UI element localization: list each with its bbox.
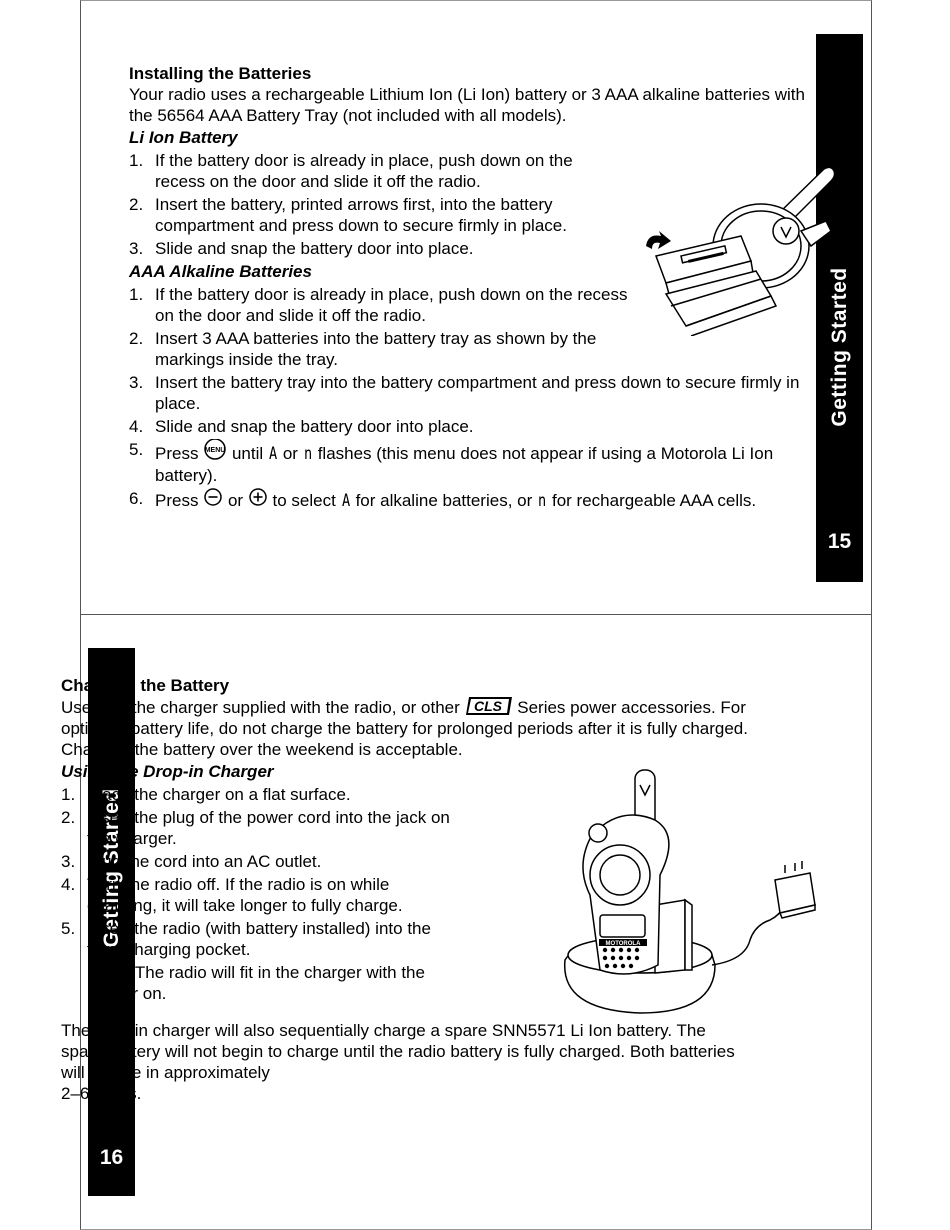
- list-item: 3. Plug the cord into an AC outlet.: [61, 852, 322, 871]
- section-tab-label: Getting Started: [827, 267, 851, 427]
- subheading-li-ion: Li Ion Battery: [129, 128, 238, 147]
- subheading-aaa: AAA Alkaline Batteries: [129, 262, 312, 281]
- li-ion-steps: [129, 150, 609, 259]
- manual-page-15: [80, 0, 872, 615]
- page-number: 16: [99, 1146, 124, 1169]
- list-item: 2. Insert the battery, printed arrows first, into the battery compartment and press down to secure firmly in place.: [129, 195, 567, 235]
- menu-button-icon-text: MENU: [204, 447, 226, 454]
- drop-in-charger-illustration: [480, 765, 820, 1020]
- list-item: 3. Slide and snap the battery door into place.: [129, 239, 474, 258]
- intro-paragraph: Use only the charger supplied with the radio, or other CLS Series power accessories. For optimum battery life, do not charge the battery for prolonged periods after it is fully charged. Charging the battery over the weekend is acceptable.: [61, 698, 748, 759]
- rechargeable-indicator: n: [538, 491, 547, 511]
- list-item: 6. Press or to select A for alkaline batteries, or n for rechargeable AAA cells.: [129, 489, 757, 511]
- list-item: 5. Insert the radio (with battery installed) into the front charging pocket. Note: The radio will fit in the charger with the holster on.: [61, 918, 451, 1004]
- section-heading: Installing the Batteries: [129, 64, 312, 83]
- cls-series-logo: [465, 696, 513, 716]
- rechargeable-indicator: n: [303, 444, 312, 464]
- menu-button-icon: [203, 439, 227, 461]
- closing-paragraph: The drop-in charger will also sequentially charge a spare SNN5571 Li Ion battery. The spare battery will not begin to charge until the radio battery is fully charged. Both batteries will charge in approximately 2–6 hours.: [61, 1021, 735, 1103]
- section-heading: Charging the Battery: [61, 676, 230, 695]
- subheading-drop-in-charger: Using the Drop-in Charger: [61, 762, 274, 781]
- page-number: 15: [827, 530, 852, 553]
- intro-paragraph: Your radio uses a rechargeable Lithium Ion (Li Ion) battery or 3 AAA alkaline batteries with the 56564 AAA Battery Tray (not included with all models).: [129, 85, 805, 125]
- section-tab-label: Getting Started: [99, 788, 123, 948]
- list-item: 5. Press MENU until A or n flashes (this menu does not appear if using a Motorola Li Ion battery).: [129, 440, 774, 485]
- alkaline-indicator: A: [268, 444, 278, 464]
- list-item: 1. Place the charger on a flat surface.: [61, 785, 351, 804]
- note: [87, 962, 451, 1004]
- battery-install-illustration: [626, 161, 841, 336]
- charger-steps: [61, 784, 451, 1004]
- alkaline-indicator: A: [341, 491, 350, 511]
- note-text: The radio will fit in the charger with the holster on.: [87, 963, 425, 1003]
- radio-brand-label: MOTOROLA: [605, 941, 641, 947]
- plus-button-icon: [248, 488, 268, 508]
- cls-series-logo-text: CLS: [473, 698, 502, 714]
- list-item: 1. If the battery door is already in place, push down on the recess on the door and slide it off the radio.: [129, 151, 573, 191]
- list-item: 4. Slide and snap the battery door into place.: [129, 417, 474, 436]
- list-item: 1. If the battery door is already in place, push down on the recess on the door and slide it off the radio.: [129, 285, 628, 325]
- list-item: 4. Turn the radio off. If the radio is on while charging, it will take longer to fully charge.: [61, 875, 403, 915]
- list-item: 2. Insert the plug of the power cord into the jack on the charger.: [61, 808, 450, 848]
- list-item: 2. Insert 3 AAA batteries into the battery tray as shown by the markings inside the tray.: [129, 329, 597, 369]
- list-item: 3. Insert the battery tray into the battery compartment and press down to secure firmly in place.: [129, 373, 800, 413]
- minus-button-icon: [203, 488, 223, 508]
- note-label: Note:: [87, 963, 131, 982]
